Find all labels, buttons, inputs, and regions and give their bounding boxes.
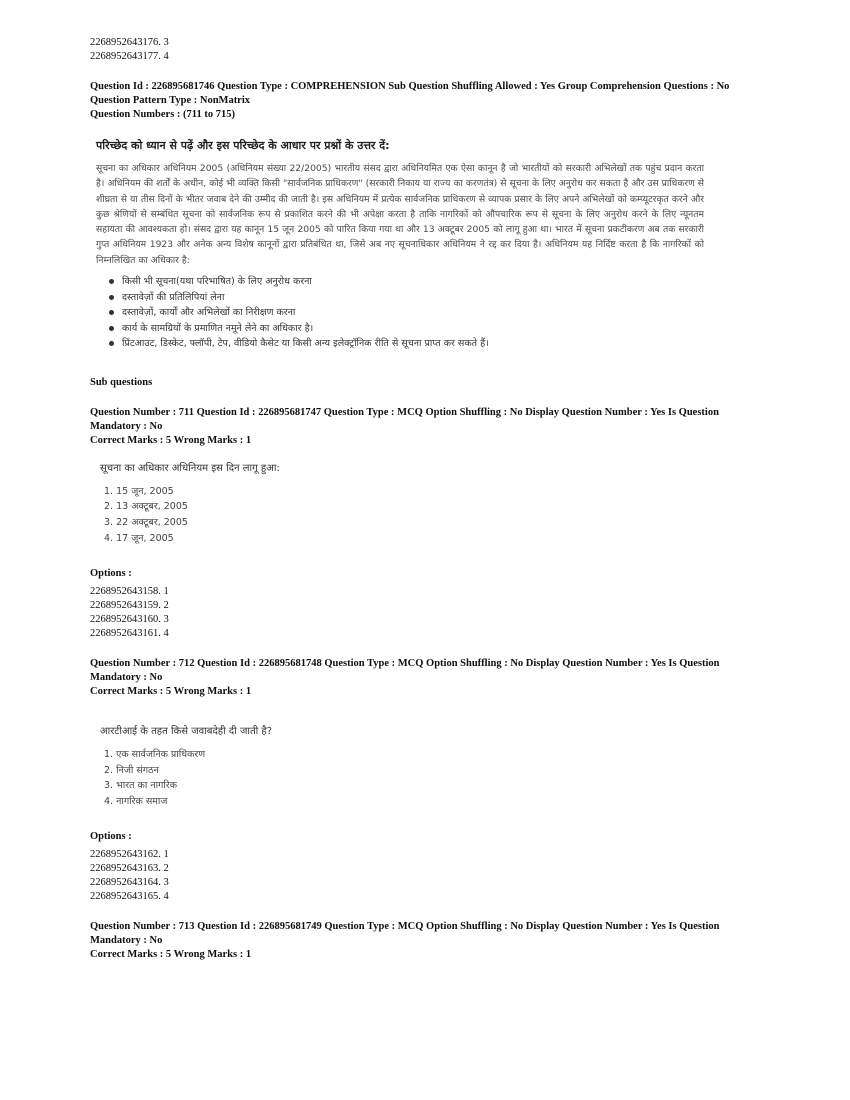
answer-choice: 1. एक सार्वजनिक प्राधिकरण: [104, 748, 206, 760]
options-label: Options :: [90, 567, 132, 579]
question-numbers-line: Question Numbers : (711 to 715): [90, 109, 235, 120]
option-id-line: 2268952643162. 1: [90, 848, 169, 860]
option-id-line: 2268952643159. 2: [90, 599, 169, 611]
question-header-line: Question Number : 712 Question Id : 226895681748 Question Type : MCQ Option Shuffling : No Display Question Number : Yes Is Question: [90, 657, 720, 669]
option-id-line: 2268952643160. 3: [90, 613, 169, 625]
option-id-line: 2268952643161. 4: [90, 627, 169, 639]
answer-choice: 2. 13 अक्टूबर, 2005: [104, 501, 188, 513]
option-id-line: 2268952643163. 2: [90, 862, 169, 874]
question-text: सूचना का अधिकार अधिनियम इस दिन लागू हुआ:: [100, 462, 280, 474]
bullet-item: कार्य के सामग्रियों के प्रमाणित नमूने लेने का अधिकार है।: [122, 321, 770, 337]
question-text: आरटीआई के तहत किसे जवाबदेही दी जाती है?: [100, 725, 273, 737]
bullet-item: किसी भी सूचना(यथा परिभाषित) के लिए अनुरोध करना: [122, 274, 770, 290]
answer-choice: 1. 15 जून, 2005: [104, 485, 174, 497]
question-header-line: Question Pattern Type : NonMatrix: [90, 95, 251, 106]
question-header-line: Question Id : 226895681746 Question Type : COMPREHENSION Sub Question Shuffling Allowed : Yes Group Comprehension Questions : No: [90, 81, 730, 92]
passage-instruction: परिच्छेद को ध्यान से पढ़ें और इस परिच्छेद के आधार पर प्रश्नों के उत्तर दें:: [96, 139, 390, 152]
answer-choices: [90, 484, 770, 547]
marks-line: Correct Marks : 5 Wrong Marks : 1: [90, 434, 252, 446]
passage-text: सूचना का अधिकार अधिनियम 2005 (अधिनियम संख्या 22/2005) भारतीय संसद द्वारा अधिनियमित एक ऐसा कानून है जो भारतीयों को सरकारी अभिलेखों तक पहुंच प्रदान करता है। अधिनियम की शर्तों के अधीन, कोई भी व्यक्ति किसी "सार्वजनिक प्राधिकरण" (सरकारी निकाय या राज्य का करणतंत्र) से सूचना के लिए अनुरोध कर सकता है और उस प्राधिकरण से शीघ्रता से या तीस दिनों के भीतर जवाब देने की उम्मीद की जाती है। इस अधिनियम में प्रत्येक सार्वजनिक प्राधिकरण से व्यापक प्रसार के लिए अपने अभिलेखों को कम्प्यूटरकृत करने और कुछ श्रेणियों से सम्बंधित सूचना को सार्वजनिक रूप से प्रकाशित करने की भी अपेक्षा करता है ताकि नागरिकों को औपचारिक रूप से सूचना के लिए अनुरोध करने के लिए न्यूनतम सहायता की आवश्यकता हो। संसद द्वारा यह कानून 15 जून 2005 को पारित किया गया था और 13 अक्टूबर 2005 को लागू हुआ था। भारत में सूचना प्रकटीकरण अब तक सरकारी गुप्त अधिनियम 1923 और अनेक अन्य विशेष कानूनों द्वारा प्रतिबंधित था, जिसे अब नए सूचनाधिकार अधिनियम ने रद्द कर दिया है। अधिनियम यह निर्दिष्ट करता है कि नागरिकों को निम्नलिखित का अधिकार है:: [96, 163, 704, 266]
comprehension-header: [90, 80, 770, 122]
question-block-713: [90, 920, 770, 962]
answer-choice: 4. नागरिक समाज: [104, 796, 168, 808]
answer-choice: 2. निजी संगठन: [104, 764, 159, 776]
question-header-line: Question Number : 711 Question Id : 226895681747 Question Type : MCQ Option Shuffling : No Display Question Number : Yes Is Question: [90, 406, 719, 418]
sub-questions-label: Sub questions: [90, 376, 153, 388]
option-id-line: 2268952643165. 4: [90, 890, 169, 902]
marks-line: Correct Marks : 5 Wrong Marks : 1: [90, 948, 252, 960]
option-id-line: 2268952643176. 3: [90, 37, 169, 48]
question-block-711: [90, 406, 770, 641]
question-block-712: [90, 657, 770, 904]
option-id-line: 2268952643177. 4: [90, 51, 169, 62]
document-page: [90, 36, 770, 962]
option-id-line: 2268952643164. 3: [90, 876, 169, 888]
answer-choice: 3. भारत का नागरिक: [104, 780, 178, 792]
question-header-line: Question Number : 713 Question Id : 226895681749 Question Type : MCQ Option Shuffling : No Display Question Number : Yes Is Question: [90, 920, 720, 932]
answer-choice: 3. 22 अक्टूबर, 2005: [104, 517, 188, 529]
question-header-line: Mandatory : No: [90, 671, 163, 683]
answer-choices: [90, 747, 770, 810]
bullet-item: दस्तावेज़ों, कार्यों और अभिलेखों का निरीक्षण करना: [122, 305, 770, 321]
rights-bullet-list: [90, 274, 770, 352]
option-id-line: 2268952643158. 1: [90, 585, 169, 597]
question-header-line: Mandatory : No: [90, 420, 163, 432]
bullet-item: प्रिंटआउट, डिस्केट, फ्लॉपी, टेप, वीडियो कैसेट या किसी अन्य इलेक्ट्रॉनिक रीति से सूचना प्राप्त कर सकते हैं।: [122, 336, 770, 352]
question-header-line: Mandatory : No: [90, 934, 163, 946]
bullet-item: दस्तावेज़ों की प्रतिलिपियां लेना: [122, 290, 770, 306]
options-label: Options :: [90, 830, 132, 842]
answer-choice: 4. 17 जून, 2005: [104, 532, 174, 544]
marks-line: Correct Marks : 5 Wrong Marks : 1: [90, 685, 252, 697]
